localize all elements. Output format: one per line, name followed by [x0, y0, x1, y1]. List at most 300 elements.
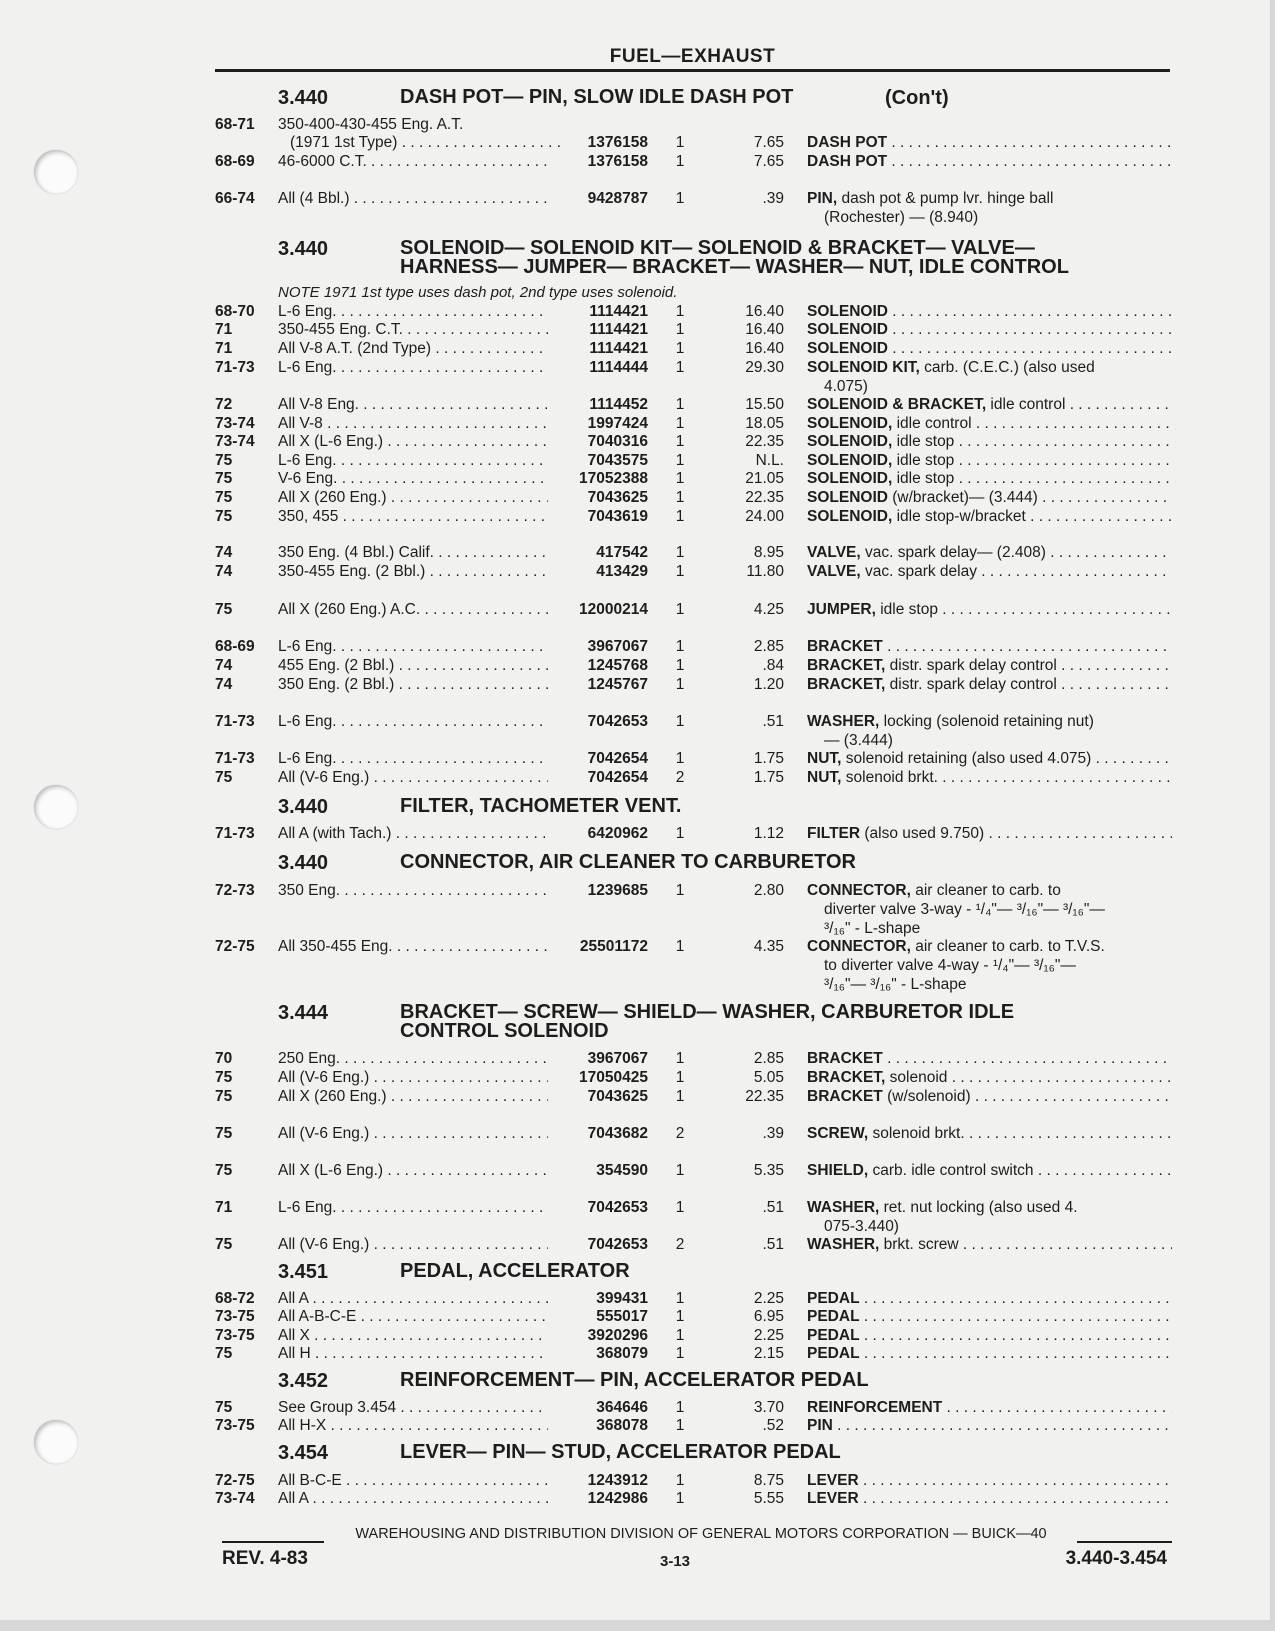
description [807, 507, 1172, 526]
footer-rule [1077, 1541, 1172, 1543]
model-years: 68-70 [215, 303, 255, 320]
description [807, 1489, 1172, 1508]
model-years: 74 [215, 657, 233, 674]
parts-row [0, 768, 1275, 787]
model-years: 75 [215, 1162, 233, 1179]
section-number: 3.444 [278, 1002, 329, 1024]
application: All A-B-C-E . . . [278, 1307, 548, 1326]
list-price: .39 [762, 1125, 784, 1142]
part-number: 1114421 [589, 321, 648, 338]
description-keyword: SOLENOID [807, 321, 888, 338]
application: 250 Eng. . . . [278, 1049, 548, 1068]
part-number: 7043619 [587, 508, 648, 525]
list-price: .51 [762, 1236, 784, 1253]
list-price: 15.50 [745, 396, 784, 413]
section-title: CONNECTOR, AIR CLEANER TO CARBURETOR [400, 851, 856, 873]
quantity: 1 [675, 396, 685, 413]
description-keyword: VALVE, [807, 563, 861, 580]
description-keyword: SOLENOID, [807, 470, 893, 487]
parts-row [0, 432, 1275, 451]
quantity: 1 [675, 601, 685, 618]
part-number: 413429 [596, 563, 648, 580]
model-years: 75 [215, 1069, 233, 1086]
description-keyword: SCREW, [807, 1125, 869, 1142]
part-number: 7043625 [587, 1088, 648, 1105]
parts-row [0, 507, 1275, 526]
quantity: 1 [675, 750, 685, 767]
description [807, 937, 1172, 956]
model-years: 73-75 [215, 1417, 255, 1434]
description-detail: solenoid retaining (also used 4.075) . [841, 750, 1100, 767]
description-keyword: LEVER [807, 1490, 859, 1507]
part-number: 1245767 [587, 676, 648, 693]
parts-row [0, 1087, 1275, 1106]
list-price: 2.80 [753, 882, 784, 899]
description-keyword: CONNECTOR, [807, 882, 911, 899]
part-number: 1997424 [587, 415, 648, 432]
part-number: 1242986 [587, 1490, 648, 1507]
quantity: 2 [675, 769, 685, 786]
list-price: 2.85 [753, 1050, 784, 1067]
part-number: 1114444 [589, 359, 648, 376]
description-detail: carb. (C.E.C.) (also used [919, 359, 1095, 376]
description [807, 656, 1172, 675]
model-years: 68-69 [215, 638, 255, 655]
part-number: 17052388 [579, 470, 648, 487]
list-price: 2.25 [753, 1290, 784, 1307]
quantity: 1 [675, 433, 685, 450]
application: L-6 Eng. . . . [278, 637, 548, 656]
description-keyword: SOLENOID, [807, 508, 893, 525]
description-keyword: SOLENOID [807, 489, 888, 506]
description-detail: (w/solenoid) [882, 1088, 971, 1105]
quantity: 1 [675, 452, 685, 469]
application: All A (with Tach.) . . . [278, 824, 548, 843]
description-keyword: PEDAL [807, 1345, 860, 1362]
description [807, 1235, 1172, 1254]
quantity: 1 [675, 190, 685, 207]
description-continued: (Rochester) — (8.940) [824, 209, 979, 226]
header-rule [215, 69, 1170, 72]
description-keyword: BRACKET, [807, 676, 886, 693]
list-price: 16.40 [745, 303, 784, 320]
quantity: 2 [675, 1236, 685, 1253]
model-years: 75 [215, 489, 233, 506]
description [807, 451, 1172, 470]
application: 455 Eng. (2 Bbl.) . . . [278, 656, 548, 675]
quantity: 1 [675, 713, 685, 730]
model-years: 74 [215, 676, 233, 693]
parts-row [0, 562, 1275, 581]
application: All A . . . [278, 1289, 548, 1308]
list-price: 5.55 [753, 1490, 784, 1507]
application: L-6 Eng. . . . [278, 451, 548, 470]
application: All (V-6 Eng.) . . . [278, 1068, 548, 1087]
list-price: 22.35 [745, 1088, 784, 1105]
description-keyword: CONNECTOR, [807, 938, 911, 955]
model-years: 73-75 [215, 1327, 255, 1344]
parts-row [0, 133, 1275, 152]
model-years: 71-73 [215, 359, 255, 376]
list-price: 6.95 [753, 1308, 784, 1325]
parts-row [0, 1398, 1275, 1417]
description [807, 1049, 1172, 1068]
model-years: 68-71 [215, 116, 255, 133]
parts-row [0, 1289, 1275, 1308]
list-price: .51 [762, 1199, 784, 1216]
description-keyword: BRACKET [807, 1088, 883, 1105]
description-keyword: SOLENOID [807, 303, 888, 320]
quantity: 1 [675, 1345, 685, 1362]
list-price: 2.25 [753, 1327, 784, 1344]
quantity: 1 [675, 359, 685, 376]
description [807, 1307, 1172, 1326]
description-keyword: VALVE, [807, 544, 861, 561]
description-keyword: WASHER, [807, 1236, 880, 1253]
quantity: 1 [675, 321, 685, 338]
description [807, 339, 1172, 358]
description [807, 881, 1172, 900]
description-detail: solenoid brkt. [841, 769, 938, 786]
description-detail: idle control [986, 396, 1066, 413]
description [807, 768, 1172, 787]
parts-row [0, 414, 1275, 433]
description-detail: air cleaner to carb. to [910, 882, 1061, 899]
section-title-line: CONTROL SOLENOID [400, 1020, 609, 1042]
model-years: 73-75 [215, 1308, 255, 1325]
list-price: 1.75 [753, 750, 784, 767]
parts-row [0, 824, 1275, 843]
parts-row [0, 1068, 1275, 1087]
description-keyword: BRACKET [807, 1050, 883, 1067]
application: All V-8 . . . [278, 414, 548, 433]
part-number: 368079 [596, 1345, 648, 1362]
list-price: 1.75 [753, 769, 784, 786]
model-years: 72-75 [215, 1472, 255, 1489]
quantity: 1 [675, 1290, 685, 1307]
description-keyword: LEVER [807, 1472, 859, 1489]
description-keyword: SOLENOID KIT, [807, 359, 920, 376]
model-years: 73-74 [215, 1490, 255, 1507]
description [807, 1161, 1172, 1180]
model-years: 75 [215, 601, 233, 618]
description-continued: 4.075) [824, 378, 868, 395]
quantity: 1 [675, 1088, 685, 1105]
description-keyword: BRACKET, [807, 657, 886, 674]
description [807, 1471, 1172, 1490]
list-price: 5.05 [753, 1069, 784, 1086]
application: All (V-6 Eng.) . . . [278, 768, 548, 787]
quantity: 1 [675, 563, 685, 580]
model-years: 72-73 [215, 882, 255, 899]
list-price: 1.12 [753, 825, 784, 842]
page-number: 3-13 [660, 1553, 691, 1570]
description [807, 1344, 1172, 1363]
part-number: 17050425 [579, 1069, 648, 1086]
quantity: 1 [675, 1490, 685, 1507]
parts-row [0, 1307, 1275, 1326]
model-years: 72-75 [215, 938, 255, 955]
quantity: 1 [675, 489, 685, 506]
part-number: 7043575 [587, 452, 648, 469]
parts-row [0, 1416, 1275, 1435]
quantity: 1 [675, 638, 685, 655]
description [807, 133, 1172, 152]
model-years: 75 [215, 1125, 233, 1142]
application: 350 Eng. . . . [278, 881, 548, 900]
model-years: 75 [215, 452, 233, 469]
application: All X (260 Eng.) . . . [278, 488, 548, 507]
quantity: 1 [675, 303, 685, 320]
list-price: 8.95 [753, 544, 784, 561]
part-number: 364646 [596, 1399, 648, 1416]
list-price: N.L. [755, 452, 784, 469]
quantity: 1 [675, 657, 685, 674]
group-range: 3.440-3.454 [1065, 1548, 1167, 1569]
section-continued: (Con't) [885, 87, 949, 109]
list-price: 7.65 [753, 134, 784, 151]
description-detail: locking (solenoid retaining nut) [879, 713, 1094, 730]
section-title-line: BRACKET— SCREW— SHIELD— WASHER, CARBURETOR IDLE [400, 1001, 1015, 1023]
parts-row [0, 1326, 1275, 1345]
part-number: 399431 [596, 1290, 648, 1307]
description [807, 543, 1172, 562]
model-years: 71-73 [215, 713, 255, 730]
description [807, 320, 1172, 339]
section-number: 3.454 [278, 1442, 329, 1464]
part-number: 12000214 [579, 601, 648, 618]
page-header-title: FUEL—EXHAUST [609, 46, 776, 67]
description-detail: idle stop-w/bracket [892, 508, 1026, 525]
description [807, 1198, 1172, 1217]
description [807, 1416, 1172, 1435]
part-number: 1376158 [587, 153, 648, 170]
model-years: 75 [215, 470, 233, 487]
description-keyword: DASH POT [807, 134, 888, 151]
description [807, 1326, 1172, 1345]
parts-row [0, 1161, 1275, 1180]
description-keyword: NUT, [807, 769, 842, 786]
model-years: 75 [215, 769, 233, 786]
section-number: 3.440 [278, 796, 329, 818]
model-years: 71-73 [215, 825, 255, 842]
description-detail: idle control [892, 415, 972, 432]
application: 46-6000 C.T. . . . [278, 152, 548, 171]
description-keyword: PEDAL [807, 1327, 860, 1344]
application: L-6 Eng. . . . [278, 358, 548, 377]
list-price: 5.35 [753, 1162, 784, 1179]
part-number: 1114452 [589, 396, 648, 413]
quantity: 1 [675, 676, 685, 693]
application: All 350-455 Eng. . . . [278, 937, 548, 956]
application: All V-8 A.T. (2nd Type) . . . [278, 339, 548, 358]
quantity: 1 [675, 1162, 685, 1179]
application: 350-400-430-455 Eng. A.T. [278, 116, 464, 133]
list-price: 16.40 [745, 321, 784, 338]
part-number: 3920296 [587, 1327, 648, 1344]
list-price: 22.35 [745, 433, 784, 450]
parts-row [0, 488, 1275, 507]
description-keyword: NUT, [807, 750, 842, 767]
application: 350, 455 . . . [278, 507, 548, 526]
part-number: 7042653 [587, 1199, 648, 1216]
model-years: 75 [215, 508, 233, 525]
description [807, 1398, 1172, 1417]
description-detail: brkt. screw [879, 1236, 959, 1253]
list-price: 21.05 [745, 470, 784, 487]
list-price: 3.70 [753, 1399, 784, 1416]
description-keyword: SOLENOID [807, 340, 888, 357]
application: All H-X . . . [278, 1416, 548, 1435]
quantity: 1 [675, 1399, 685, 1416]
part-number: 354590 [596, 1162, 648, 1179]
quantity: 1 [675, 1199, 685, 1216]
parts-row [0, 152, 1275, 171]
quantity: 1 [675, 544, 685, 561]
parts-row [0, 543, 1275, 562]
binder-hole [34, 785, 78, 829]
description-detail: idle stop [892, 452, 955, 469]
description-detail: carb. idle control switch [868, 1162, 1034, 1179]
parts-row [0, 451, 1275, 470]
quantity: 1 [675, 340, 685, 357]
part-number: 1239685 [587, 882, 648, 899]
application: All H . . . [278, 1344, 548, 1363]
description-continued: to diverter valve 4-way - ¹/₄"— ³/₁₆"— [824, 957, 1076, 974]
description [807, 432, 1172, 451]
parts-row [0, 1471, 1275, 1490]
part-number: 7042653 [587, 1236, 648, 1253]
list-price: 7.65 [753, 153, 784, 170]
description-keyword: PIN [807, 1417, 833, 1434]
list-price: .51 [762, 713, 784, 730]
description-keyword: WASHER, [807, 713, 880, 730]
description-detail: ret. nut locking (also used 4. [879, 1199, 1078, 1216]
description-keyword: JUMPER, [807, 601, 876, 618]
description [807, 1124, 1172, 1143]
application: All X (260 Eng.) A.C. . . . [278, 600, 548, 619]
description-detail: idle stop [892, 433, 955, 450]
description-keyword: BRACKET, [807, 1069, 886, 1086]
description-keyword: REINFORCEMENT [807, 1399, 943, 1416]
description [807, 824, 1172, 843]
section-note: NOTE 1971 1st type uses dash pot, 2nd type uses solenoid. [278, 284, 678, 301]
part-number: 3967067 [587, 638, 648, 655]
part-number: 1114421 [589, 303, 648, 320]
description-continued: 075-3.440) [824, 1218, 899, 1235]
part-number: 7040316 [587, 433, 648, 450]
model-years: 75 [215, 1399, 233, 1416]
description [807, 152, 1172, 171]
description-keyword: SOLENOID & BRACKET, [807, 396, 987, 413]
model-years: 70 [215, 1050, 233, 1067]
application: All X . . . [278, 1326, 548, 1345]
application: V-6 Eng. . . . [278, 469, 548, 488]
application: All X (260 Eng.) . . . [278, 1087, 548, 1106]
parts-row [0, 1235, 1275, 1254]
quantity: 2 [675, 1125, 685, 1142]
description [807, 712, 1172, 731]
part-number: 7042653 [587, 713, 648, 730]
application: All X (L-6 Eng.) . . . [278, 432, 548, 451]
list-price: 2.85 [753, 638, 784, 655]
section-title [400, 239, 1180, 277]
parts-row [0, 1198, 1275, 1217]
section-title: DASH POT— PIN, SLOW IDLE DASH POT [400, 86, 794, 108]
section-title: FILTER, TACHOMETER VENT. [400, 795, 682, 817]
parts-row [0, 1124, 1275, 1143]
description [807, 637, 1172, 656]
part-number: 7042654 [587, 769, 648, 786]
description [807, 562, 1172, 581]
parts-row [0, 302, 1275, 321]
parts-row [0, 395, 1275, 414]
description [807, 414, 1172, 433]
parts-row [0, 1049, 1275, 1068]
description-keyword: FILTER [807, 825, 861, 842]
quantity: 1 [675, 825, 685, 842]
description-detail: idle stop [875, 601, 938, 618]
list-price: 16.40 [745, 340, 784, 357]
parts-row [0, 600, 1275, 619]
section-title: PEDAL, ACCELERATOR [400, 1260, 630, 1282]
section-title-line: HARNESS— JUMPER— BRACKET— WASHER— NUT, IDLE CONTROL [400, 256, 1069, 278]
model-years: 68-72 [215, 1290, 255, 1307]
part-number: 1245768 [587, 657, 648, 674]
description-detail: vac. spark delay— (2.408) [860, 544, 1046, 561]
list-price: .84 [762, 657, 784, 674]
description-detail: distr. spark delay control [885, 657, 1057, 674]
list-price: 1.20 [753, 676, 784, 693]
section-number: 3.451 [278, 1261, 329, 1283]
description-detail: (also used 9.750) [860, 825, 985, 842]
parts-row [0, 189, 1275, 208]
section-title: LEVER— PIN— STUD, ACCELERATOR PEDAL [400, 1441, 841, 1463]
application: See Group 3.454 . . . [278, 1398, 548, 1417]
description-detail: solenoid [885, 1069, 948, 1086]
section-number: 3.440 [278, 87, 329, 109]
application: (1971 1st Type) . . . [290, 133, 560, 152]
description-keyword: SOLENOID, [807, 433, 893, 450]
parts-row [0, 115, 1275, 134]
parts-row [0, 358, 1275, 377]
application: All B-C-E . . . [278, 1471, 548, 1490]
model-years: 74 [215, 544, 233, 561]
parts-row [0, 881, 1275, 900]
model-years: 68-69 [215, 153, 255, 170]
part-number: 3967067 [587, 1050, 648, 1067]
description [807, 358, 1172, 377]
quantity: 1 [675, 153, 685, 170]
description [807, 600, 1172, 619]
section-number: 3.440 [278, 238, 329, 260]
quantity: 1 [675, 1472, 685, 1489]
footer-division: WAREHOUSING AND DISTRIBUTION DIVISION OF GENERAL MOTORS CORPORATION — BUICK—40 [355, 1526, 1047, 1542]
application: All A . . . [278, 1489, 548, 1508]
description-keyword: WASHER, [807, 1199, 880, 1216]
description-detail: air cleaner to carb. to T.V.S. [910, 938, 1105, 955]
description-keyword: DASH POT [807, 153, 888, 170]
section-number: 3.440 [278, 852, 329, 874]
parts-row [0, 1344, 1275, 1363]
description-continued: diverter valve 3-way - ¹/₄"— ³/₁₆"— ³/₁₆"— [824, 901, 1105, 918]
quantity: 1 [675, 938, 685, 955]
quantity: 1 [675, 508, 685, 525]
description-keyword: SOLENOID, [807, 415, 893, 432]
section-title [400, 1003, 1180, 1041]
revision-label: REV. 4-83 [222, 1548, 308, 1569]
description-detail: (w/bracket)— (3.444) [887, 489, 1038, 506]
